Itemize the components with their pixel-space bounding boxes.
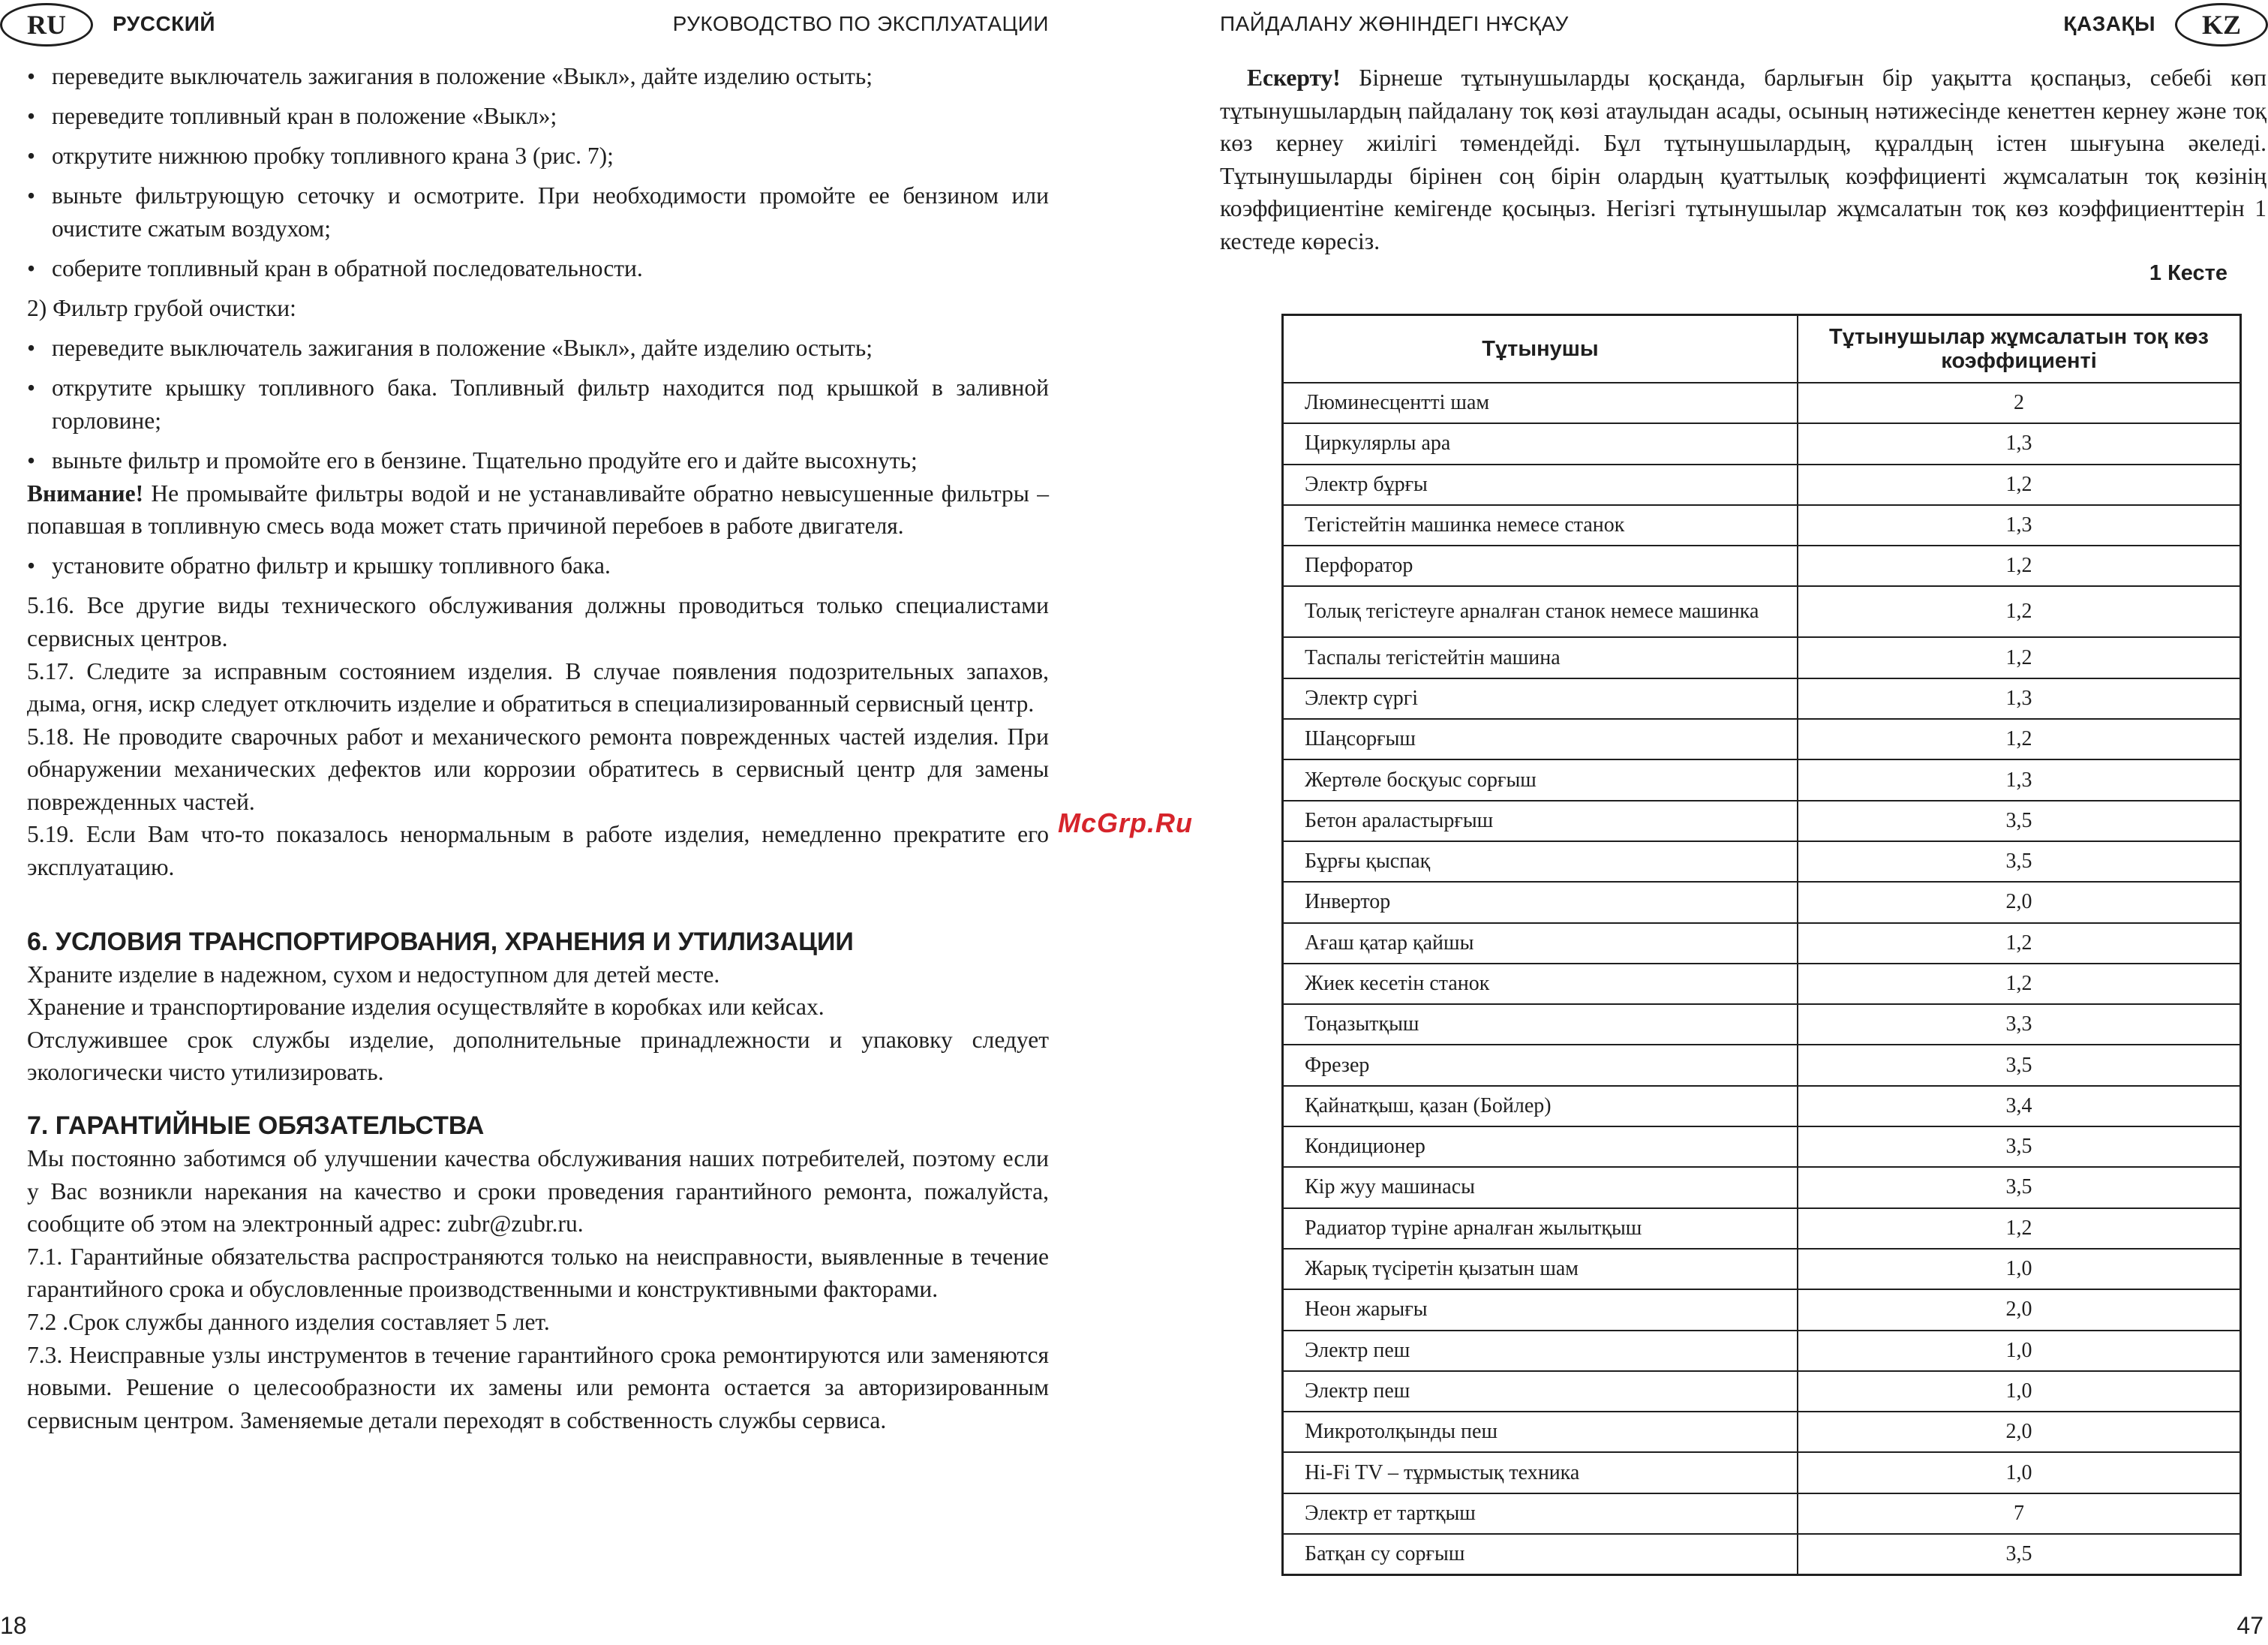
paragraph: 5.19. Если Вам что-то показалось ненормальным в работе изделия, немедленно прекратите его эксплуатацию.: [27, 821, 1049, 881]
coefficient-cell: 3,5: [1798, 1167, 2241, 1207]
header-title: ПАЙДАЛАНУ ЖӨНІНДЕГІ НҰСҚАУ: [1220, 12, 1569, 35]
consumer-cell: Батқан су сорғыш: [1283, 1534, 1798, 1575]
table-row: [1283, 423, 2241, 464]
table-row: [1283, 383, 2241, 423]
coefficient-cell: 2,0: [1798, 1412, 2241, 1452]
section6-title: 6. УСЛОВИЯ ТРАНСПОРТИРОВАНИЯ, ХРАНЕНИЯ И УТИЛИЗАЦИИ: [27, 927, 854, 956]
table-row: [1283, 465, 2241, 505]
bullet-item: • выньте фильтрующую сеточку и осмотрите. При необходимости промойте ее бензином или очистите сжатым воздухом;: [27, 179, 1049, 245]
table-header-row: [1283, 315, 2241, 383]
table-row: [1283, 586, 2241, 637]
bullet-item: • переведите топливный кран в положение «Выкл»;: [27, 100, 1049, 133]
table-row: [1283, 1371, 2241, 1412]
table-row: [1283, 1126, 2241, 1167]
table-row: [1283, 882, 2241, 922]
coefficient-cell: 3,3: [1798, 1004, 2241, 1045]
coefficient-cell: 7: [1798, 1493, 2241, 1534]
note-text: Бірнеше тұтынушыларды қосқанда, барлығын бір уақытта қоспаңыз, себебі көп тұтынушылардың пайдалану тоқ көзі атаулыдан асады, осының нәтижесінде кенеттен кернеу және тоқ көз кернеу жиілігі төмендейді. Бұл тұтынушылардың, құралдың істен шығуына әкеледі. Тұтынушыларды бірінен соң бірін олардың қуаттылық коэффициенті жұмсалатын тоқ көзінің коэффициентіне кемігенде қосыңыз. Негізгі тұтынушылар жұмсалатын тоқ көз коэффициенттерін 1 кестеде көресіз.: [1220, 65, 2266, 254]
language-badge-kz: KZ: [2175, 3, 2268, 47]
warning-label: Внимание!: [27, 480, 144, 507]
left-page: [0, 0, 1065, 1645]
paragraph: 7.1. Гарантийные обязательства распространяются только на неисправности, выявленные в течение гарантийного срока и обусловленные производственными и конструктивными факторами.: [27, 1243, 1049, 1303]
paragraph: Хранение и транспортирование изделия осуществляйте в коробках или кейсах.: [27, 994, 825, 1021]
section7-title: 7. ГАРАНТИЙНЫЕ ОБЯЗАТЕЛЬСТВА: [27, 1111, 485, 1141]
consumer-cell: Кір жуу машинасы: [1283, 1167, 1798, 1207]
table-row: [1283, 719, 2241, 759]
bullet-list-b: [27, 332, 1049, 477]
consumer-cell: Неон жарығы: [1283, 1289, 1798, 1330]
consumer-cell: Жиек кесетін станок: [1283, 964, 1798, 1004]
table-row: [1283, 1167, 2241, 1207]
watermark: McGrp.Ru: [1058, 807, 1194, 838]
consumer-cell: Фрезер: [1283, 1045, 1798, 1085]
table-row: [1283, 1493, 2241, 1534]
table-row: [1283, 923, 2241, 964]
note-label: Ескерту!: [1247, 65, 1341, 91]
language-name: ҚАЗАҚЫ: [2063, 12, 2155, 35]
column-header-consumer: Тұтынушы: [1283, 315, 1798, 383]
consumer-cell: Ағаш қатар қайшы: [1283, 923, 1798, 964]
consumer-cell: Электр пеш: [1283, 1331, 1798, 1371]
right-body-text: [1220, 62, 2266, 258]
coefficient-cell: 1,3: [1798, 759, 2241, 800]
consumer-cell: Микротолқынды пеш: [1283, 1412, 1798, 1452]
consumer-cell: Тоңазытқыш: [1283, 1004, 1798, 1045]
coefficient-cell: 3,5: [1798, 841, 2241, 882]
coefficient-cell: 1,2: [1798, 964, 2241, 1004]
table-row: [1283, 1412, 2241, 1452]
table-row: [1283, 841, 2241, 882]
coefficient-cell: 1,0: [1798, 1371, 2241, 1412]
consumer-cell: Электр сүргі: [1283, 678, 1798, 719]
warning-text: Не промывайте фильтры водой и не устанавливайте обратно невысушенные фильтры – попавшая в топливную смесь вода может стать причиной перебоев в работе двигателя.: [27, 480, 1049, 540]
bullet-item: • выньте фильтр и промойте его в бензине. Тщательно продуйте его и дайте высохнуть;: [27, 444, 1049, 477]
bullet-item: • открутите нижнюю пробку топливного крана 3 (рис. 7);: [27, 140, 1049, 173]
table-row: [1283, 678, 2241, 719]
paragraph: 5.17. Следите за исправным состоянием изделия. В случае появления подозрительных запахов, дыма, огня, искр следует отключить изделие и обратиться в специализированный сервисный центр.: [27, 657, 1049, 717]
consumer-cell: Бұрғы қыспақ: [1283, 841, 1798, 882]
coefficient-cell: 3,5: [1798, 1126, 2241, 1167]
consumer-cell: Радиатор түріне арналған жылытқыш: [1283, 1208, 1798, 1249]
coefficient-cell: 1,0: [1798, 1452, 2241, 1493]
coefficient-cell: 1,2: [1798, 637, 2241, 678]
bullet-item: • открутите крышку топливного бака. Топливный фильтр находится под крышкой в заливной горловине;: [27, 371, 1049, 437]
bullet-item: • переведите выключатель зажигания в положение «Выкл», дайте изделию остыть;: [27, 332, 1049, 365]
coefficient-cell: 2,0: [1798, 882, 2241, 922]
bullet-list-a: [27, 60, 1049, 285]
consumer-cell: Толық тегістеуге арналған станок немесе машинка: [1283, 586, 1798, 637]
paragraph: Храните изделие в надежном, сухом и недоступном для детей месте.: [27, 961, 720, 988]
section7-paragraphs: [27, 1142, 1049, 1436]
consumer-cell: Циркулярлы ара: [1283, 423, 1798, 464]
consumer-cell: Шаңсорғыш: [1283, 719, 1798, 759]
table-row: [1283, 1045, 2241, 1085]
consumer-cell: Перфоратор: [1283, 546, 1798, 586]
paragraph: 7.3. Неисправные узлы инструментов в течение гарантийного срока ремонтируются или заменяются новыми. Решение о целесообразности их замены или ремонта остается за авторизированным сервисным центром. Заменяемые детали переходят в собственность службы сервиса.: [27, 1341, 1049, 1433]
coefficient-cell: 2: [1798, 383, 2241, 423]
page-number-left: 18: [0, 1612, 27, 1639]
consumer-cell: Люминесцентті шам: [1283, 383, 1798, 423]
table-row: [1283, 1289, 2241, 1330]
paragraph: 5.18. Не проводите сварочных работ и механического ремонта поврежденных частей изделия. При обнаружении механических дефектов или коррозии обратитесь в сервисный центр для замены поврежденных частей.: [27, 723, 1049, 815]
section6-paragraphs: [27, 958, 1049, 1089]
coefficient-cell: 3,5: [1798, 1045, 2241, 1085]
paragraph: Отслужившее срок службы изделие, дополнительные принадлежности и упаковку следует экологически чисто утилизировать.: [27, 1026, 1049, 1086]
consumer-cell: Инвертор: [1283, 882, 1798, 922]
consumer-cell: Жарық түсіретін қызатын шам: [1283, 1249, 1798, 1289]
table-row: [1283, 546, 2241, 586]
language-badge-ru: RU: [0, 3, 93, 47]
paragraph: Мы постоянно заботимся об улучшении качества обслуживания наших потребителей, поэтому если у Вас возникли нарекания на качество и сроки проведения гарантийного ремонта, пожалуйста, сообщите об этом на электронный адрес: zubr@zubr.ru.: [27, 1145, 1049, 1238]
header-title: РУКОВОДСТВО ПО ЭКСПЛУАТАЦИИ: [672, 12, 1049, 35]
column-header-coefficient: Тұтынушылар жұмсалатын тоқ көз коэффициенті: [1798, 315, 2241, 383]
table-row: [1283, 1452, 2241, 1493]
coefficient-cell: 3,5: [1798, 1534, 2241, 1575]
page-number-right: 47: [2236, 1612, 2263, 1639]
consumer-cell: Таспалы тегістейтін машина: [1283, 637, 1798, 678]
section5-paragraphs: [27, 589, 1049, 883]
coefficient-cell: 1,0: [1798, 1331, 2241, 1371]
paragraph: 5.16. Все другие виды технического обслуживания должны проводиться только специалистами сервисных центров.: [27, 592, 1049, 651]
bullet-item: • установите обратно фильтр и крышку топливного бака.: [27, 549, 1049, 582]
coefficient-cell: 3,4: [1798, 1086, 2241, 1126]
coefficient-cell: 1,0: [1798, 1249, 2241, 1289]
table-row: [1283, 1249, 2241, 1289]
consumer-cell: Кондиционер: [1283, 1126, 1798, 1167]
table-row: [1283, 1004, 2241, 1045]
coefficient-cell: 1,2: [1798, 465, 2241, 505]
table-row: [1283, 801, 2241, 841]
coefficient-cell: 1,3: [1798, 423, 2241, 464]
consumer-cell: Электр бұрғы: [1283, 465, 1798, 505]
bullet-item: • переведите выключатель зажигания в положение «Выкл», дайте изделию остыть;: [27, 60, 1049, 93]
table-row: [1283, 1534, 2241, 1575]
left-body-text: [27, 60, 1049, 1436]
consumer-cell: Бетон араластырғыш: [1283, 801, 1798, 841]
coefficient-cell: 1,2: [1798, 1208, 2241, 1249]
coefficient-cell: 1,2: [1798, 586, 2241, 637]
consumer-cell: Электр ет тартқыш: [1283, 1493, 1798, 1534]
filter-heading: 2) Фильтр грубой очистки:: [27, 295, 296, 322]
table-caption: 1 Кесте: [2149, 261, 2227, 285]
right-page: [1200, 0, 2268, 1645]
table-row: [1283, 1331, 2241, 1371]
coefficient-cell: 1,2: [1798, 923, 2241, 964]
table-row: [1283, 964, 2241, 1004]
paragraph: 7.2 .Срок службы данного изделия составляет 5 лет.: [27, 1309, 550, 1335]
consumer-cell: Жертөле босқуыс сорғыш: [1283, 759, 1798, 800]
coefficient-cell: 3,5: [1798, 801, 2241, 841]
language-name: РУССКИЙ: [113, 12, 216, 35]
consumer-cell: Hi-Fi TV – тұрмыстық техника: [1283, 1452, 1798, 1493]
coefficient-cell: 1,2: [1798, 546, 2241, 586]
coefficient-cell: 1,2: [1798, 719, 2241, 759]
note-paragraph: [1220, 62, 2266, 258]
table-row: [1283, 637, 2241, 678]
consumer-cell: Электр пеш: [1283, 1371, 1798, 1412]
coefficient-cell: 1,3: [1798, 678, 2241, 719]
table-body: [1283, 383, 2241, 1575]
table-row: [1283, 505, 2241, 546]
table-row: [1283, 759, 2241, 800]
coefficient-cell: 2,0: [1798, 1289, 2241, 1330]
bullet-item: • соберите топливный кран в обратной последовательности.: [27, 252, 1049, 285]
table-row: [1283, 1086, 2241, 1126]
warning-paragraph: [27, 477, 1049, 543]
coefficient-cell: 1,3: [1798, 505, 2241, 546]
consumer-cell: Қайнатқыш, қазан (Бойлер): [1283, 1086, 1798, 1126]
table-row: [1283, 1208, 2241, 1249]
coefficient-table: [1281, 314, 2242, 1576]
consumer-cell: Тегістейтін машинка немесе станок: [1283, 505, 1798, 546]
